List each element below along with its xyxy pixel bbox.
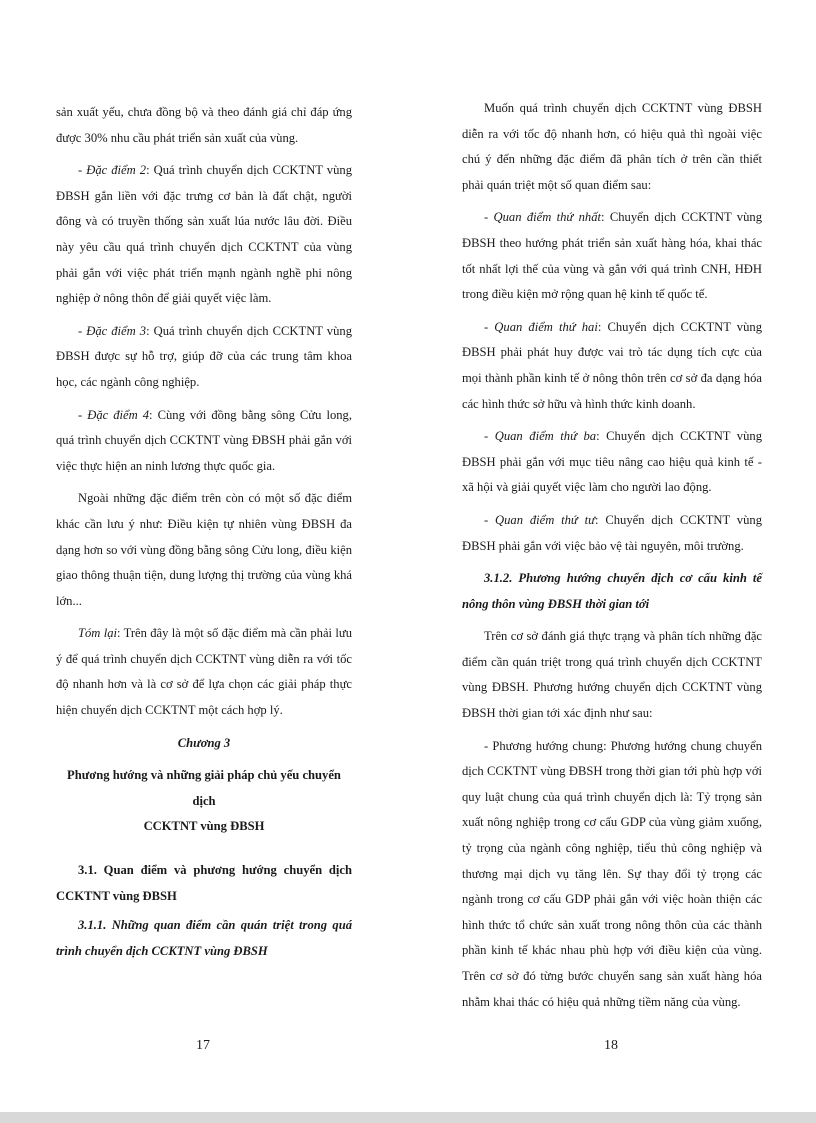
paragraph: [462, 205, 762, 307]
viewpoint-text: : Chuyển dịch CCKTNT vùng ĐBSH phải gắn với việc bảo vệ tài nguyên, môi trường.: [462, 512, 762, 553]
right-page-text: [462, 96, 762, 1022]
paragraph: [56, 158, 352, 312]
viewpoint-label: - Quan điểm thứ ba: [484, 429, 597, 444]
subsection-heading: 3.1.2. Phương hướng chuyển dịch cơ cấu kinh tế nông thôn vùng ĐBSH thời gian tới: [462, 571, 762, 611]
bottom-edge-band: [0, 1112, 816, 1123]
subsection-heading: 3.1.1. Những quan điểm cần quán triệt trong quá trình chuyển dịch CCKTNT vùng ĐBSH: [56, 918, 352, 958]
paragraph: [462, 424, 762, 501]
paragraph: sản xuất yếu, chưa đồng bộ và theo đánh giá chỉ đáp ứng được 30% nhu cầu phát triển sản xuất của vùng.: [56, 105, 352, 145]
viewpoint-label: - Quan điểm thứ hai: [484, 319, 598, 334]
chapter-subtitle-line-1: Phương hướng và những giải pháp chủ yếu chuyển dịch: [67, 768, 341, 808]
paragraph: Muốn quá trình chuyển dịch CCKTNT vùng ĐBSH diễn ra với tốc độ nhanh hơn, có hiệu quả thì ngoài việc chú ý đến những đặc điểm đã phân tích ở trên cần thiết phải quán triệt một số quan điểm sau:: [462, 101, 762, 192]
section-heading: 3.1. Quan điểm và phương hướng chuyển dịch CCKTNT vùng ĐBSH: [56, 863, 352, 903]
paragraph: [56, 621, 352, 723]
feature-text: : Quá trình chuyển dịch CCKTNT vùng ĐBSH được sự hỗ trợ, giúp đỡ của các trung tâm khoa học, các ngành công nghiệp.: [56, 323, 352, 389]
paragraph: Trên cơ sở đánh giá thực trạng và phân tích những đặc điểm cần quán triệt trong quá trình chuyển dịch CCKTNT vùng ĐBSH. Phương hướng chuyển dịch CCKTNT vùng ĐBSH thời gian tới xác định như sau:: [462, 629, 762, 721]
viewpoint-text: : Chuyển dịch CCKTNT vùng ĐBSH phải gắn với mục tiêu nâng cao hiệu quả kinh tế - xã hội và giải quyết việc làm cho người lao động.: [462, 429, 762, 495]
chapter-title: Chương 3: [177, 735, 231, 750]
paragraph: Ngoài những đặc điểm trên còn có một số đặc điểm khác cần lưu ý như: Điều kiện tự nhiên vùng ĐBSH đa dạng hơn so với vùng đồng bằng sông Cửu long, điều kiện giao thông thuận tiện, dung lượng thị trường của vùng khá lớn...: [56, 491, 352, 608]
left-page-text: [56, 100, 352, 971]
paragraph: - Phương hướng chung: Phương hướng chung chuyển dịch CCKTNT vùng ĐBSH trong thời gian tới phù hợp với quy luật chung của quá trình chuyển dịch là: Tỷ trọng sản xuất nông nghiệp trong cơ cấu GDP của vùng giảm xuống, tỷ trọng của ngành công nghiệp, tiểu thủ công nghiệp và thương mại dịch vụ tăng lên. Sự thay đổi tỷ trọng các ngành trong cơ cấu GDP phải gắn với việc hoàn thiện các hình thức tổ chức sản xuất trong nông thôn của các thành phần kinh tế khác nhau phù hợp với điều kiện của vùng. Trên cơ sở đó từng bước chuyển sang sản xuất hàng hóa nhằm khai thác có hiệu quả những tiềm năng của vùng.: [462, 738, 762, 1009]
feature-label: - Đặc điểm 2: [78, 163, 147, 178]
paragraph: [462, 315, 762, 417]
viewpoint-label: - Quan điểm thứ nhất: [484, 210, 602, 225]
viewpoint-text: : Chuyển dịch CCKTNT vùng ĐBSH theo hướng phát triển sản xuất hàng hóa, khai thác tốt nhất lợi thế của vùng và gắn với quá trình CNH, HĐH trong điều kiện mở rộng quan hệ kinh tế quốc tế.: [462, 210, 762, 302]
paragraph: [56, 319, 352, 396]
feature-label: - Đặc điểm 4: [78, 407, 150, 422]
summary-label: Tóm lại: [78, 626, 118, 641]
feature-text: : Cùng với đồng bằng sông Cửu long, quá trình chuyển dịch CCKTNT vùng ĐBSH phải gắn với việc thực hiện an ninh lương thực quốc gia.: [56, 407, 352, 473]
page-number-left: 17: [196, 1038, 210, 1053]
paragraph: [462, 508, 762, 559]
viewpoint-label: - Quan điểm thứ tư: [484, 512, 595, 527]
page-number-right: 18: [604, 1038, 618, 1053]
chapter-subtitle: [56, 763, 352, 840]
paragraph: [56, 403, 352, 480]
feature-label: - Đặc điểm 3: [78, 323, 147, 338]
summary-text: : Trên đây là một số đặc điểm mà cần phải lưu ý để quá trình chuyển dịch CCKTNT vùng diễn ra với tốc độ nhanh hơn và là cơ sở để lựa chọn các giải pháp thực hiện chuyển dịch CCKTNT một cách hợp lý.: [56, 626, 352, 718]
viewpoint-text: : Chuyển dịch CCKTNT vùng ĐBSH phải phát huy được vai trò tác dụng tích cực của mọi thành phần kinh tế ở nông thôn trên cơ sở đa dạng hóa các hình thức sở hữu và hình thức kinh doanh.: [462, 319, 762, 411]
chapter-subtitle-line-2: CCKTNT vùng ĐBSH: [143, 819, 265, 834]
feature-text: : Quá trình chuyển dịch CCKTNT vùng ĐBSH gắn liền với đặc trưng cơ bản là đất chật, người đông và có truyền thống sản xuất lúa nước lâu đời. Điều này yêu cầu quá trình chuyển dịch CCKTNT của vùng phải gắn với việc phát triển mạnh ngành nghề phi nông nghiệp ở nông thôn để giải quyết việc làm.: [56, 163, 352, 306]
